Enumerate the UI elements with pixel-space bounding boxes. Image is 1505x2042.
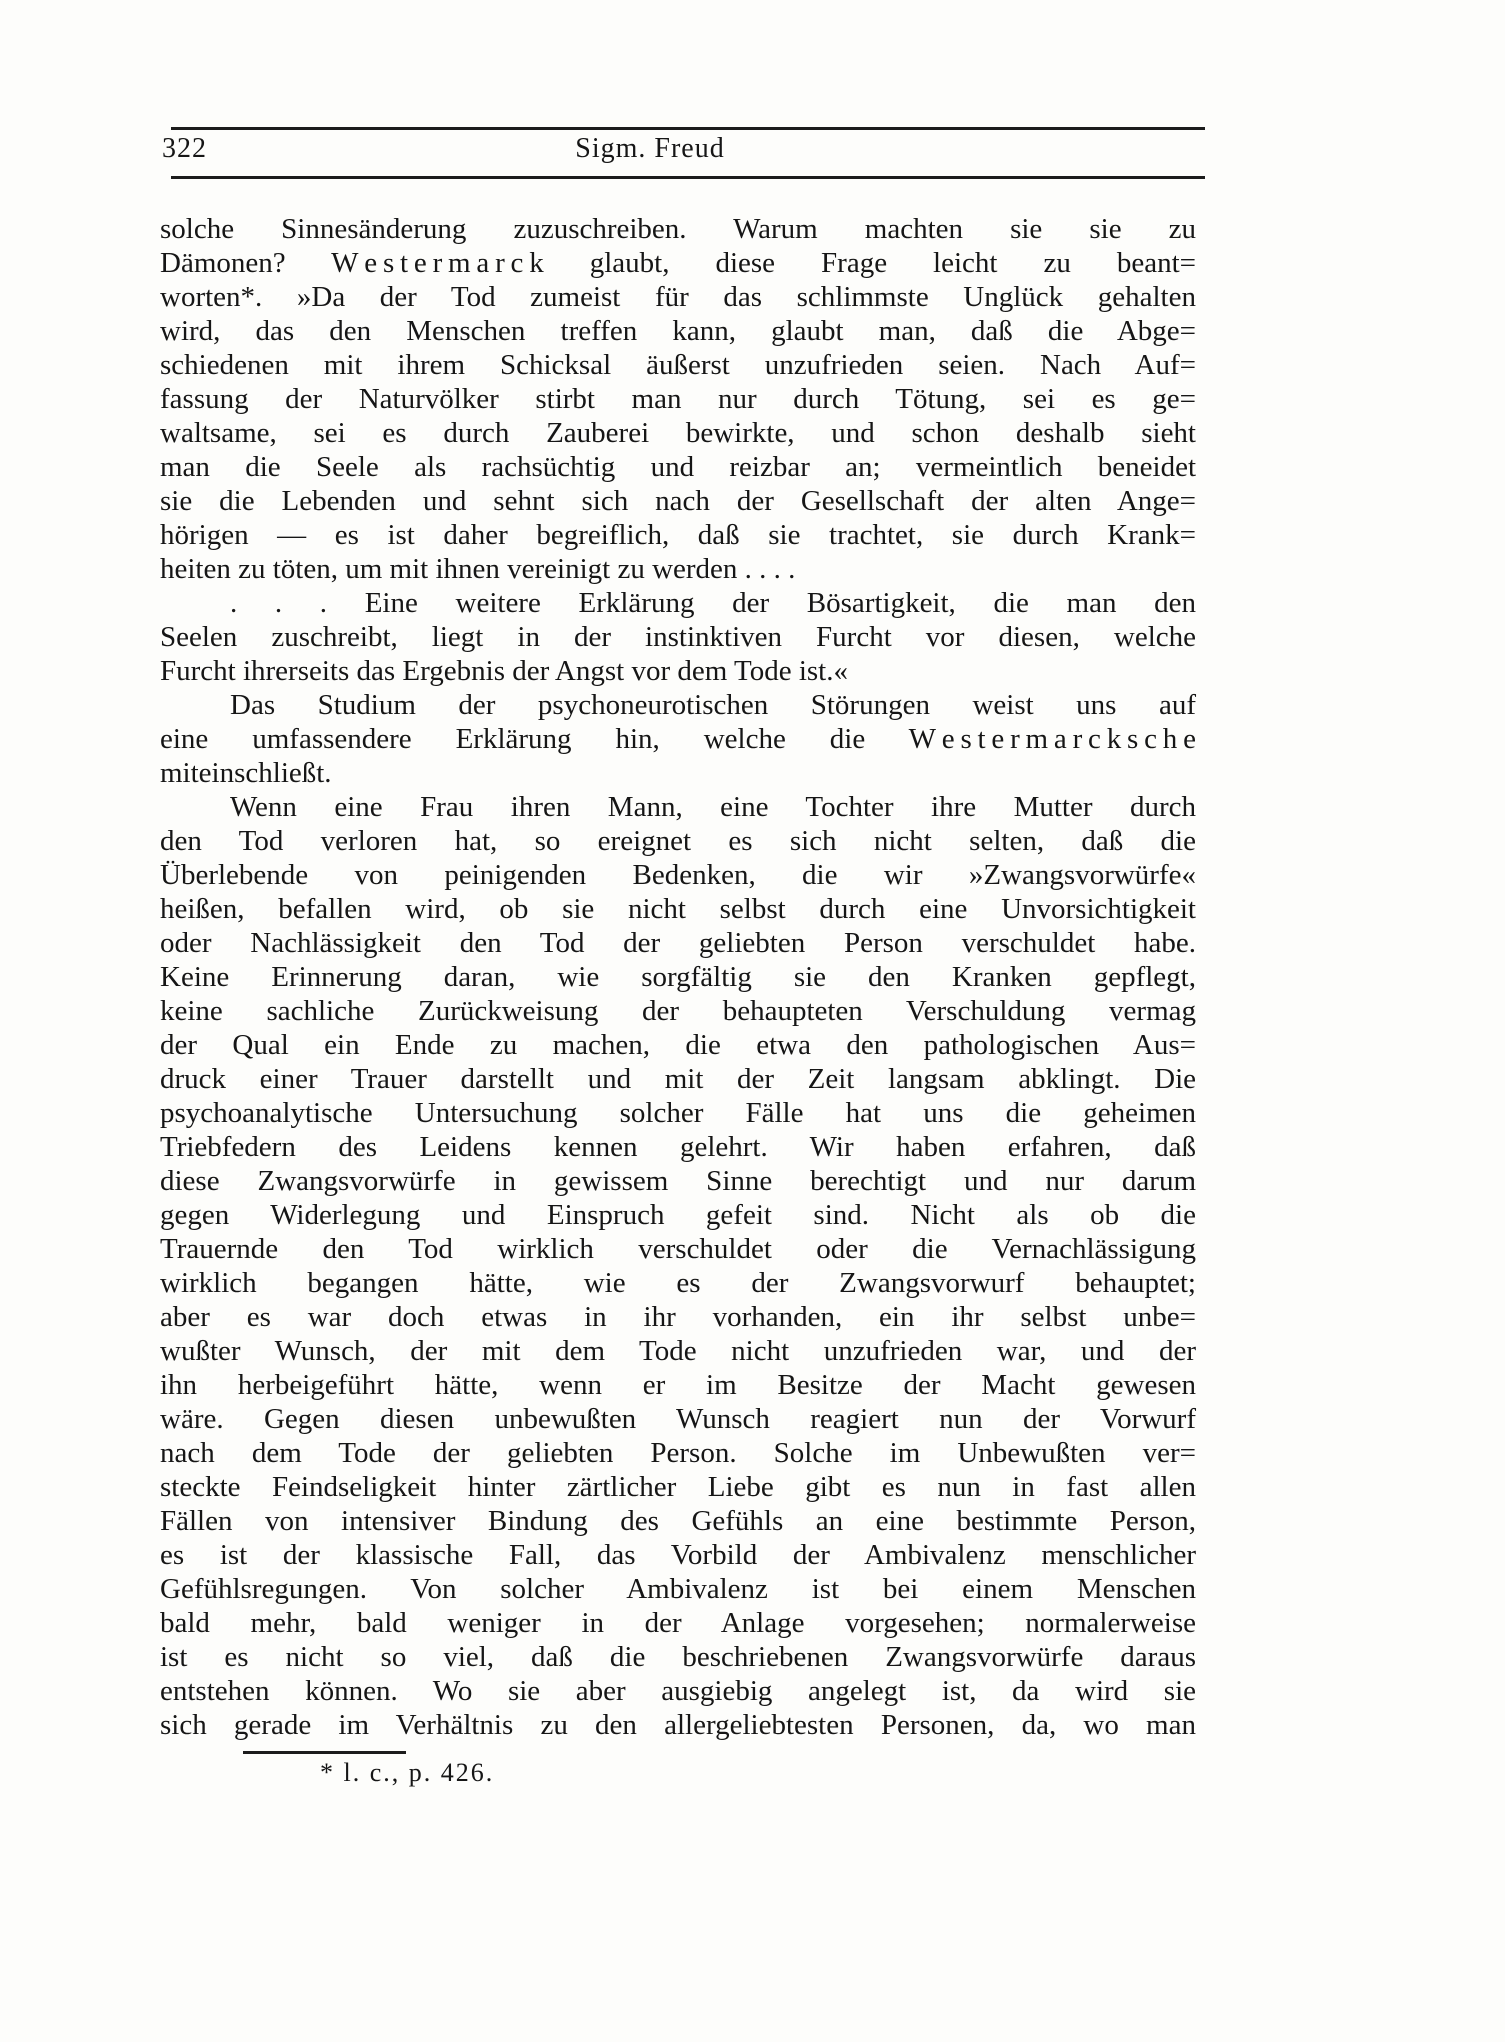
text-line: . . . Eine weitere Erklärung der Bösartigkeit, die man den <box>230 587 1196 619</box>
text-line: Keine Erinnerung daran, wie sorgfältig sie den Kranken gepflegt, <box>160 961 1196 993</box>
footnote-text: * l. c., p. 426. <box>320 1758 495 1787</box>
text-line: waltsame, sei es durch Zauberei bewirkte, und schon deshalb sieht <box>160 417 1196 449</box>
text-line: ist es nicht so viel, daß die beschriebenen Zwangsvorwürfe daraus <box>160 1641 1196 1673</box>
header-rule-top <box>171 127 1205 130</box>
text-line: bald mehr, bald weniger in der Anlage vorgesehen; normalerweise <box>160 1607 1196 1639</box>
text-line: aber es war doch etwas in ihr vorhanden, ein ihr selbst unbe= <box>160 1301 1196 1333</box>
text-line: worten*. »Da der Tod zumeist für das schlimmste Unglück gehalten <box>160 281 1196 313</box>
text-line: fassung der Naturvölker stirbt man nur durch Tötung, sei es ge= <box>160 383 1196 415</box>
text-line: Trauernde den Tod wirklich verschuldet oder die Vernachlässigung <box>160 1233 1196 1265</box>
text-line: Gefühlsregungen. Von solcher Ambivalenz ist bei einem Menschen <box>160 1573 1196 1605</box>
page-body <box>160 212 1196 1742</box>
text-line: ihn herbeigeführt hätte, wenn er im Besitze der Macht gewesen <box>160 1369 1196 1401</box>
text-line: sie die Lebenden und sehnt sich nach der Gesellschaft der alten Ange= <box>160 485 1196 517</box>
text-line: Überlebende von peinigenden Bedenken, die wir »Zwangsvorwürfe« <box>160 859 1196 891</box>
text-line: entstehen können. Wo sie aber ausgiebig angelegt ist, da wird sie <box>160 1675 1196 1707</box>
text-line: der Qual ein Ende zu machen, die etwa den pathologischen Aus= <box>160 1029 1196 1061</box>
page-number: 322 <box>162 133 207 164</box>
text-line: oder Nachlässigkeit den Tod der geliebten Person verschuldet habe. <box>160 927 1196 959</box>
text-line: Das Studium der psychoneurotischen Störungen weist uns auf <box>230 689 1196 721</box>
text-line: schiedenen mit ihrem Schicksal äußerst unzufrieden seien. Nach Auf= <box>160 349 1196 381</box>
text-line: Triebfedern des Leidens kennen gelehrt. Wir haben erfahren, daß <box>160 1131 1196 1163</box>
text-line: den Tod verloren hat, so ereignet es sich nicht selten, daß die <box>160 825 1196 857</box>
text-line: druck einer Trauer darstellt und mit der Zeit langsam abklingt. Die <box>160 1063 1196 1095</box>
text-line: wirklich begangen hätte, wie es der Zwangsvorwurf behauptet; <box>160 1267 1196 1299</box>
footnote-rule <box>243 1751 406 1754</box>
text-line: solche Sinnesänderung zuzuschreiben. Warum machten sie sie zu <box>160 213 1196 245</box>
text-line: wäre. Gegen diesen unbewußten Wunsch reagiert nun der Vorwurf <box>160 1403 1196 1435</box>
text-line: sich gerade im Verhältnis zu den allergeliebtesten Personen, da, wo man <box>160 1709 1196 1741</box>
text-line: Wenn eine Frau ihren Mann, eine Tochter ihre Mutter durch <box>230 791 1196 823</box>
text-line: hörigen — es ist daher begreiflich, daß sie trachtet, sie durch Krank= <box>160 519 1196 551</box>
text-line: heißen, befallen wird, ob sie nicht selbst durch eine Unvorsichtigkeit <box>160 893 1196 925</box>
text-line: heiten zu töten, um mit ihnen vereinigt zu werden . . . . <box>160 553 796 585</box>
text-line: Fällen von intensiver Bindung des Gefühls an eine bestimmte Person, <box>160 1505 1196 1537</box>
text-line: Seelen zuschreibt, liegt in der instinktiven Furcht vor diesen, welche <box>160 621 1196 653</box>
header-rule-bottom <box>171 176 1205 179</box>
text-line: diese Zwangsvorwürfe in gewissem Sinne berechtigt und nur darum <box>160 1165 1196 1197</box>
text-line: gegen Widerlegung und Einspruch gefeit sind. Nicht als ob die <box>160 1199 1196 1231</box>
text-line: miteinschließt. <box>160 757 332 789</box>
text-line: nach dem Tode der geliebten Person. Solche im Unbewußten ver= <box>160 1437 1196 1469</box>
running-title: Sigm. Freud <box>575 133 725 164</box>
text-line: es ist der klassische Fall, das Vorbild der Ambivalenz menschlicher <box>160 1539 1196 1571</box>
text-line: wußter Wunsch, der mit dem Tode nicht unzufrieden war, und der <box>160 1335 1196 1367</box>
text-line: man die Seele als rachsüchtig und reizbar an; vermeintlich beneidet <box>160 451 1196 483</box>
text-line: Furcht ihrerseits das Ergebnis der Angst vor dem Tode ist.« <box>160 655 848 687</box>
text-line: keine sachliche Zurückweisung der behaupteten Verschuldung vermag <box>160 995 1196 1027</box>
text-line: psychoanalytische Untersuchung solcher Fälle hat uns die geheimen <box>160 1097 1196 1129</box>
text-line: steckte Feindseligkeit hinter zärtlicher Liebe gibt es nun in fast allen <box>160 1471 1196 1503</box>
page-header <box>160 133 1195 173</box>
text-line: eine umfassendere Erklärung hin, welche die W e s t e r m a r c k s c h e <box>160 723 1196 755</box>
text-line: Dämonen? W e s t e r m a r c k glaubt, diese Frage leicht zu beant= <box>160 247 1196 279</box>
text-line: wird, das den Menschen treffen kann, glaubt man, daß die Abge= <box>160 315 1196 347</box>
